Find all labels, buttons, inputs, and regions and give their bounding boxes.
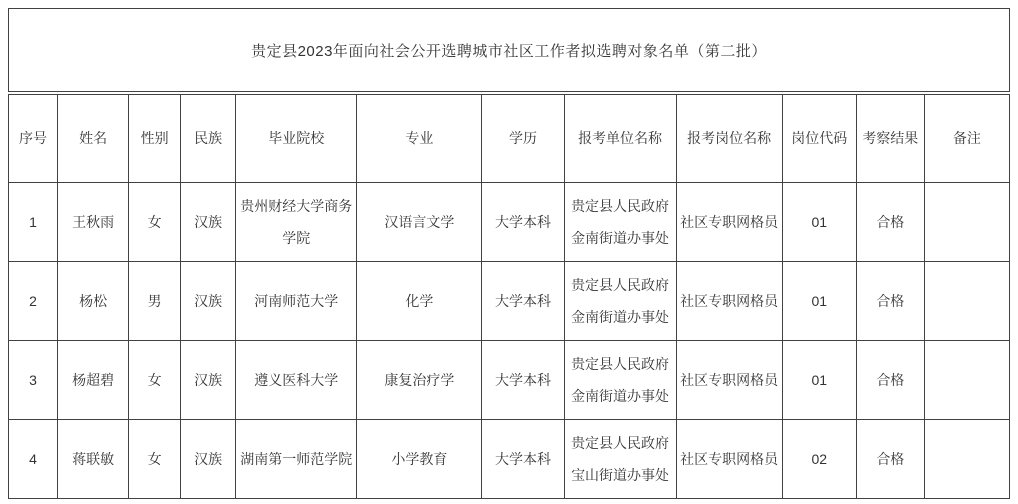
- table-cell-inspection_result: 合格: [856, 262, 924, 341]
- table-cell-name: 蒋联敏: [58, 420, 129, 499]
- header-cell: 民族: [181, 95, 236, 183]
- table-cell-remark: [924, 420, 1009, 499]
- table-cell-unit: 贵定县人民政府金南街道办事处: [564, 183, 676, 262]
- table-cell-major: 康复治疗学: [357, 341, 482, 420]
- table-cell-name: 杨松: [58, 262, 129, 341]
- table-cell-position: 社区专职网格员: [676, 183, 782, 262]
- table-cell-position: 社区专职网格员: [676, 420, 782, 499]
- table-cell-seq: 1: [9, 183, 58, 262]
- table-cell-remark: [924, 183, 1009, 262]
- table-cell-position: 社区专职网格员: [676, 341, 782, 420]
- table-cell-inspection_result: 合格: [856, 341, 924, 420]
- header-cell: 毕业院校: [236, 95, 357, 183]
- table-cell-gender: 男: [129, 262, 181, 341]
- table-cell-inspection_result: 合格: [856, 183, 924, 262]
- header-cell: 报考单位名称: [564, 95, 676, 183]
- table-cell-education: 大学本科: [482, 420, 564, 499]
- table-cell-position_code: 01: [782, 262, 856, 341]
- table-cell-ethnicity: 汉族: [181, 183, 236, 262]
- table-cell-inspection_result: 合格: [856, 420, 924, 499]
- table-cell-major: 汉语言文学: [357, 183, 482, 262]
- table-cell-ethnicity: 汉族: [181, 262, 236, 341]
- table-cell-unit: 贵定县人民政府宝山街道办事处: [564, 420, 676, 499]
- header-cell: 岗位代码: [782, 95, 856, 183]
- table-cell-seq: 2: [9, 262, 58, 341]
- table-cell-major: 小学教育: [357, 420, 482, 499]
- table-body: [9, 183, 1010, 499]
- table-row: [9, 341, 1010, 420]
- table-header-row: [9, 95, 1010, 183]
- table-row: [9, 262, 1010, 341]
- table-cell-unit: 贵定县人民政府金南街道办事处: [564, 262, 676, 341]
- table-cell-name: 杨超碧: [58, 341, 129, 420]
- table-row: [9, 183, 1010, 262]
- header-cell: 学历: [482, 95, 564, 183]
- header-cell: 性别: [129, 95, 181, 183]
- header-cell: 专业: [357, 95, 482, 183]
- table-cell-education: 大学本科: [482, 183, 564, 262]
- table-cell-position_code: 01: [782, 183, 856, 262]
- table-cell-seq: 3: [9, 341, 58, 420]
- table-cell-school: 遵义医科大学: [236, 341, 357, 420]
- header-cell: 报考岗位名称: [676, 95, 782, 183]
- table-cell-school: 贵州财经大学商务学院: [236, 183, 357, 262]
- table-cell-name: 王秋雨: [58, 183, 129, 262]
- table-cell-school: 河南师范大学: [236, 262, 357, 341]
- table-cell-gender: 女: [129, 183, 181, 262]
- table-row: [9, 420, 1010, 499]
- header-cell: 备注: [924, 95, 1009, 183]
- roster-table: [8, 94, 1010, 499]
- table-cell-gender: 女: [129, 420, 181, 499]
- table-cell-seq: 4: [9, 420, 58, 499]
- table-cell-position: 社区专职网格员: [676, 262, 782, 341]
- table-header: [9, 95, 1010, 183]
- table-cell-position_code: 01: [782, 341, 856, 420]
- table-cell-position_code: 02: [782, 420, 856, 499]
- table-cell-gender: 女: [129, 341, 181, 420]
- roster-document: [8, 8, 1010, 499]
- header-cell: 考察结果: [856, 95, 924, 183]
- table-cell-education: 大学本科: [482, 341, 564, 420]
- table-cell-school: 湖南第一师范学院: [236, 420, 357, 499]
- table-cell-remark: [924, 262, 1009, 341]
- document-title: 贵定县2023年面向社会公开选聘城市社区工作者拟选聘对象名单（第二批）: [251, 42, 767, 60]
- table-cell-unit: 贵定县人民政府金南街道办事处: [564, 341, 676, 420]
- table-cell-major: 化学: [357, 262, 482, 341]
- table-cell-ethnicity: 汉族: [181, 420, 236, 499]
- table-cell-ethnicity: 汉族: [181, 341, 236, 420]
- document-title-block: [8, 8, 1010, 92]
- table-cell-remark: [924, 341, 1009, 420]
- table-cell-education: 大学本科: [482, 262, 564, 341]
- header-cell: 序号: [9, 95, 58, 183]
- header-cell: 姓名: [58, 95, 129, 183]
